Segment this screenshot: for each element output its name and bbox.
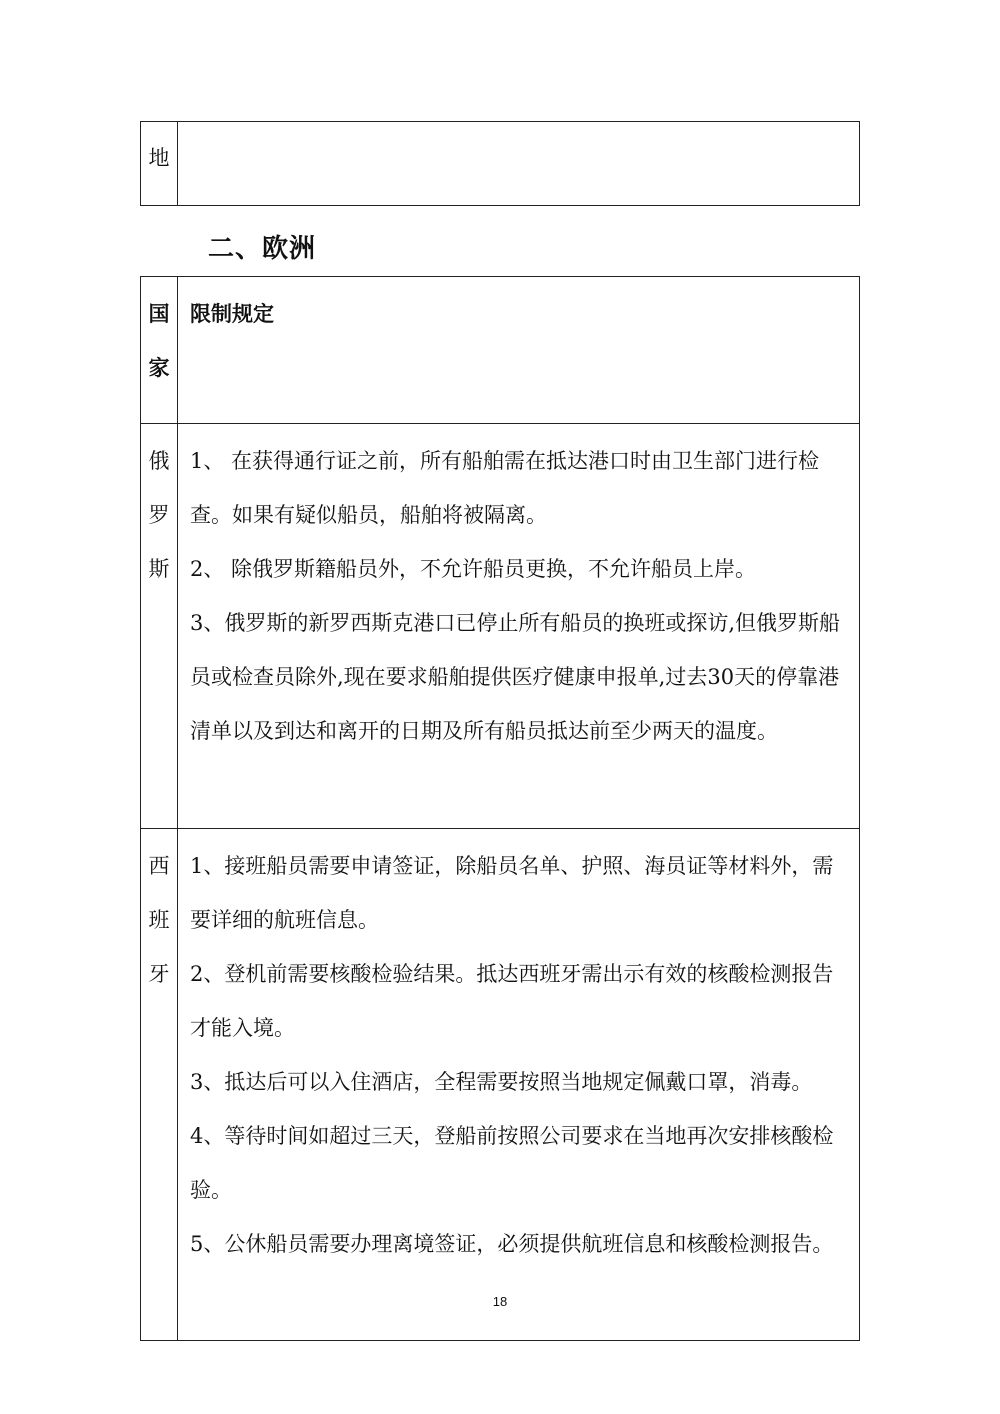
header-country-char: 国 (148, 301, 170, 326)
header-rules-label: 限制规定 (190, 301, 274, 326)
continuation-table (140, 121, 860, 206)
rule-item: 1、接班船员需要申请签证，除船员名单、护照、海员证等材料外，需要详细的航班信息。 (190, 854, 834, 932)
country-char: 罗 (148, 503, 170, 527)
rule-item: 3、俄罗斯的新罗西斯克港口已停止所有船员的换班或探访,但俄罗斯船员或检查员除外,现在要求船舶提供医疗健康申报单,过去30天的停靠港清单以及到达和离开的日期及所有船员抵达前至少两天的温度。 (190, 611, 841, 743)
table-row (141, 424, 860, 829)
page-number: 18 (492, 1294, 508, 1309)
country-char: 牙 (148, 962, 170, 986)
country-char: 斯 (148, 557, 170, 581)
country-char: 西 (148, 854, 170, 878)
header-country-char: 家 (148, 355, 170, 380)
table-row (141, 829, 860, 1341)
table-header-row (141, 277, 860, 424)
header-rules-cell (178, 277, 860, 424)
rules-cell (178, 829, 860, 1341)
rules-cell (178, 122, 860, 206)
country-cell (141, 122, 178, 206)
rule-item: 3、抵达后可以入住酒店，全程需要按照当地规定佩戴口罩，消毒。 (190, 1070, 813, 1094)
rules-cell (178, 424, 860, 829)
country-fragment: 地 (148, 146, 170, 170)
country-cell (141, 424, 178, 829)
header-country-cell (141, 277, 178, 424)
section-title: 二、欧洲 (208, 234, 317, 264)
country-char: 俄 (148, 449, 170, 473)
rule-item: 5、公休船员需要办理离境签证，必须提供航班信息和核酸检测报告。 (190, 1232, 834, 1256)
rule-item: 1、 在获得通行证之前，所有船舶需在抵达港口时由卫生部门进行检查。如果有疑似船员，船舶将被隔离。 (190, 449, 820, 527)
rule-item: 4、等待时间如超过三天，登船前按照公司要求在当地再次安排核酸检验。 (190, 1124, 834, 1202)
country-char: 班 (148, 908, 170, 932)
country-cell (141, 829, 178, 1341)
rule-item: 2、 除俄罗斯籍船员外，不允许船员更换，不允许船员上岸。 (190, 557, 757, 581)
rule-item: 2、登机前需要核酸检验结果。抵达西班牙需出示有效的核酸检测报告才能入境。 (190, 962, 834, 1040)
table-row (141, 122, 860, 206)
europe-restrictions-table (140, 276, 860, 1341)
